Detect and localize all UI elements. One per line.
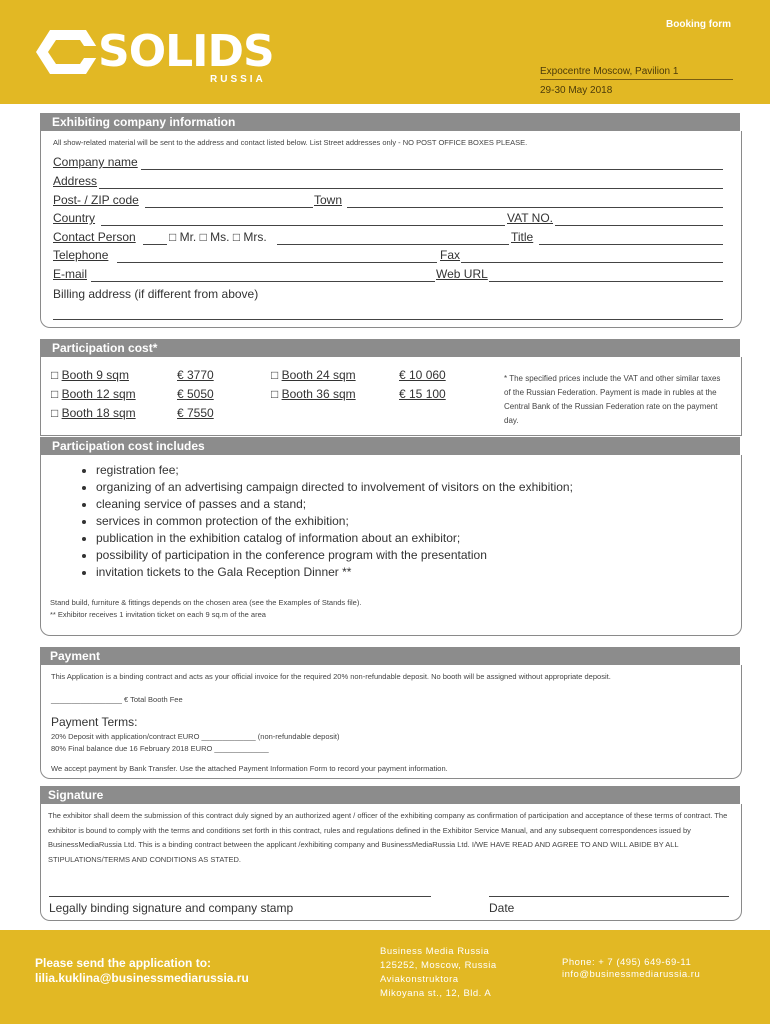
section-header-company: Exhibiting company information	[40, 113, 740, 131]
billing-field[interactable]	[53, 319, 723, 320]
hexagon-logo-icon	[36, 28, 102, 76]
address-label: Address	[53, 174, 98, 188]
address-line: Business Media Russia	[380, 946, 490, 957]
send-application-label: Please send the application to:	[35, 956, 212, 970]
send-application-block	[35, 956, 249, 986]
telephone-field[interactable]	[117, 262, 437, 263]
total-booth-fee-field[interactable]: _________________ € Total Booth Fee	[51, 695, 183, 704]
title-label: Title	[511, 230, 534, 244]
section-payment	[40, 665, 742, 779]
web-url-field[interactable]	[489, 281, 723, 282]
company-address	[380, 945, 497, 1001]
section-signature	[40, 804, 742, 921]
contact-email[interactable]: info@businessmediarussia.ru	[562, 969, 701, 980]
payment-text: This Application is a binding contract and acts as your official invoice for the required 20% non-refundable deposit. No booth will be assigned without appropriate deposit.	[51, 672, 611, 681]
header-band	[0, 0, 770, 104]
date-field[interactable]	[489, 896, 729, 897]
logo-wordmark: SOLIDS	[98, 26, 274, 77]
contact-person-field[interactable]	[143, 244, 167, 245]
town-label: Town	[314, 193, 343, 207]
vat-label: VAT NO.	[507, 211, 554, 225]
booth-option[interactable]: □ Booth 9 sqm € 3770	[51, 368, 214, 382]
payment-term-deposit[interactable]: 20% Deposit with application/contract EURO _____________ (non-refundable deposit)	[51, 732, 340, 741]
payment-term-balance[interactable]: 80% Final balance due 16 February 2018 EURO _____________	[51, 744, 269, 753]
telephone-label: Telephone	[53, 248, 109, 262]
payment-terms-title: Payment Terms:	[51, 715, 138, 729]
send-application-email[interactable]: lilia.kuklina@businessmediarussia.ru	[35, 971, 249, 985]
section-header-payment: Payment	[40, 647, 740, 665]
address-line: 125252, Moscow, Russia	[380, 960, 497, 971]
contact-name-field[interactable]	[277, 244, 509, 245]
date-label: Date	[489, 901, 515, 915]
footer-band	[0, 930, 770, 1024]
billing-label: Billing address (if different from above)	[53, 287, 259, 301]
includes-list	[58, 462, 573, 581]
phone-text: Phone: + 7 (495) 649-69-11	[562, 957, 692, 968]
salutation-checkboxes[interactable]: □ Mr. □ Ms. □ Mrs.	[169, 230, 267, 244]
booth-option[interactable]: □ Booth 12 sqm € 5050	[51, 387, 214, 401]
company-note: All show-related material will be sent to the address and contact listed below. List Street addresses only - NO POST OFFICE BOXES PLEASE.	[53, 138, 528, 147]
stand-build-note: Stand build, furniture & fittings depends on the chosen area (see the Examples of Stands file).	[50, 598, 362, 607]
contact-person-label: Contact Person	[53, 230, 136, 244]
address-line: Aviakonstruktora	[380, 974, 459, 985]
list-item: • services in common protection of the exhibition;	[96, 513, 573, 530]
email-field[interactable]	[91, 281, 435, 282]
list-item: • invitation tickets to the Gala Reception Dinner **	[96, 564, 573, 581]
post-zip-field[interactable]	[145, 207, 313, 208]
section-company	[40, 131, 742, 328]
email-label: E-mail	[53, 267, 88, 281]
signature-field[interactable]	[49, 896, 431, 897]
section-header-cost: Participation cost*	[40, 339, 740, 357]
booth-option[interactable]: □ Booth 18 sqm € 7550	[51, 406, 214, 420]
payment-accept-text: We accept payment by Bank Transfer. Use the attached Payment Information Form to record your payment information.	[51, 764, 448, 773]
list-item: • cleaning service of passes and a stand;	[96, 496, 573, 513]
booking-form-label: Booking form	[666, 19, 731, 30]
company-name-label: Company name	[53, 155, 138, 169]
list-item: • publication in the exhibition catalog of information about an exhibitor;	[96, 530, 573, 547]
list-item: • organizing of an advertising campaign directed to involvement of visitors on the exhibition;	[96, 479, 573, 496]
logo-subtitle: RUSSIA	[210, 74, 266, 85]
web-url-label: Web URL	[436, 267, 488, 281]
country-field[interactable]	[101, 225, 505, 226]
address-line: Mikoyana st., 12, Bld. A	[380, 988, 492, 999]
title-field[interactable]	[539, 244, 723, 245]
booth-option[interactable]: □ Booth 24 sqm € 10 060	[271, 368, 446, 382]
fax-field[interactable]	[461, 262, 723, 263]
company-name-field[interactable]	[141, 169, 723, 170]
invitation-note: ** Exhibitor receives 1 invitation ticket on each 9 sq.m of the area	[50, 610, 266, 619]
cost-footnote: * The specified prices include the VAT and other similar taxes of the Russian Federation. Payment is made in rubles at the Central Bank of the Russian Federation rate on the payment day.	[504, 374, 721, 425]
venue-text: Expocentre Moscow, Pavilion 1	[540, 66, 733, 80]
list-item: • possibility of participation in the conference program with the presentation	[96, 547, 573, 564]
booth-option[interactable]: □ Booth 36 sqm € 15 100	[271, 387, 446, 401]
fax-label: Fax	[440, 248, 461, 262]
signature-label: Legally binding signature and company stamp	[49, 901, 294, 915]
section-header-signature: Signature	[40, 786, 740, 804]
dates-text: 29-30 May 2018	[540, 85, 613, 96]
signature-text: The exhibitor shall deem the submission of this contract duly signed by an authorized agent / officer of the exhibiting company as confirmation of participation and acceptance of these terms of contract. The exhibitor is bound to comply with the terms and conditions set forth in this contract, rules and regulations defined in the Exhibitor Service Manual, and any subsequent correspondences issued by BusinessMediaRussia Ltd. This is a binding contract between the applicant /exhibiting company and BusinessMediaRussia Ltd. I/WE HAVE READ AND AGREE TO AND WILL ABIDE BY ALL STIPULATIONS/TERMS AND CONDITIONS AS STATED.	[48, 811, 728, 864]
vat-field[interactable]	[555, 225, 723, 226]
section-header-includes: Participation cost includes	[40, 437, 740, 455]
contact-block	[562, 957, 700, 981]
post-zip-label: Post- / ZIP code	[53, 193, 139, 207]
list-item: • registration fee;	[96, 462, 573, 479]
town-field[interactable]	[347, 207, 723, 208]
country-label: Country	[53, 211, 96, 225]
address-field[interactable]	[99, 188, 723, 189]
